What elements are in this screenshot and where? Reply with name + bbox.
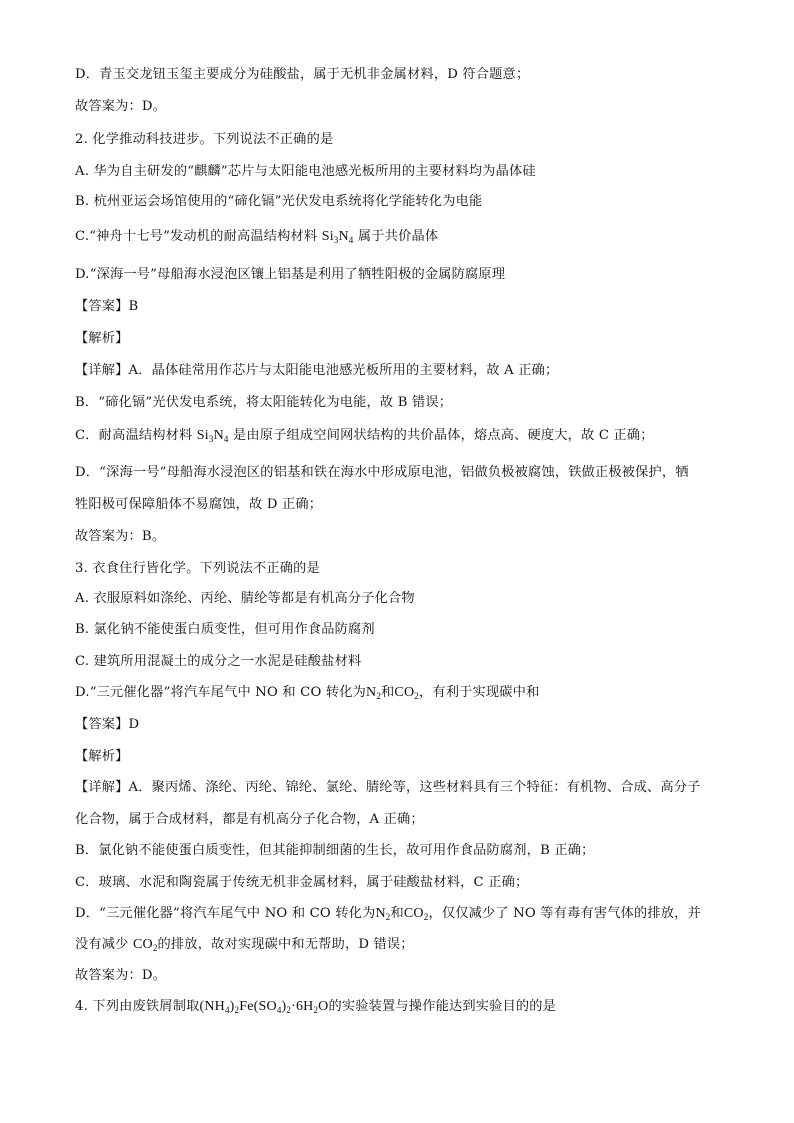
formula-n2: $N_2$: [366, 685, 382, 701]
text-line: 【详解】A．晶体硅常用作芯片与太阳能电池感光板所用的主要材料，故 A 正确；: [75, 363, 559, 378]
formula-si3n4: $Si_3N_4$: [196, 428, 229, 444]
question-2-option-a: A. 华为自主研发的“麒麟”芯片与太阳能电池感光板所用的主要材料均为晶体硅: [75, 164, 536, 179]
question-3-option-a: A. 衣服原料如涤纶、丙纶、腈纶等都是有机高分子化合物: [75, 591, 415, 606]
question-3-option-d: D.“三元催化器”将汽车尾气中 NO 和 CO 转化为$N_2$和$CO_2$，有利于实现碳中和: [75, 685, 540, 701]
formula-co2: $CO_2$: [132, 937, 158, 953]
analysis-label: 【解析】: [75, 331, 129, 346]
text-line: 故答案为：B。: [75, 529, 166, 544]
text-line: 故答案为：D。: [75, 99, 167, 114]
formula-co2: $CO_2$: [394, 685, 419, 701]
answer-label: 【答案】D: [75, 717, 140, 732]
question-4-stem: 4. 下列由废铁屑制取$(NH_4)_2Fe(SO_4)_2\cdot 6H_2O$的实验装置与操作能达到实验目的的是: [75, 999, 557, 1015]
text-line: 牲阳极可保障船体不易腐蚀，故 D 正确；: [75, 497, 323, 512]
question-3-option-c: C. 建筑所用混凝土的成分之一水泥是硅酸盐材料: [75, 654, 362, 669]
formula-co2: $CO_2$: [403, 906, 429, 922]
answer-label: 【答案】B: [75, 299, 139, 314]
text-line: C．玻璃、水泥和陶瓷属于传统无机非金属材料，属于硅酸盐材料，C 正确；: [75, 875, 529, 890]
question-3-stem: 3. 衣食住行皆化学。下列说法不正确的是: [75, 561, 320, 576]
text-line: B．氯化钠不能使蛋白质变性，但其能抑制细菌的生长，故可用作食品防腐剂，B 正确；: [75, 843, 595, 858]
question-2-option-d: D.“深海一号”母船海水浸泡区镶上铝基是利用了牺牲阳极的金属防腐原理: [75, 267, 506, 282]
text-line: C．耐高温结构材料 $Si_3N_4$ 是由原子组成空间网状结构的共价晶体，熔点高、硬度大，故 C 正确；: [75, 428, 654, 444]
question-2-option-c: C.“神舟十七号”发动机的耐高温结构材料 $Si_3N_4$ 属于共价晶体: [75, 229, 439, 245]
text-line: 化合物，属于合成材料，都是有机高分子化合物，A 正确；: [75, 812, 424, 827]
question-3-option-b: B. 氯化钠不能使蛋白质变性，但可用作食品防腐剂: [75, 622, 375, 637]
text-line: 没有减少 $CO_2$的排放，故对实现碳中和无帮助，D 错误；: [75, 937, 414, 953]
formula-n2: $N_2$: [375, 906, 391, 922]
text-line: B．“碲化镉”光伏发电系统，将太阳能转化为电能，故 B 错误；: [75, 395, 453, 410]
text-line: D．“三元催化器”将汽车尾气中 NO 和 CO 转化为$N_2$和$CO_2$，仅仅减少了 NO 等有毒有害气体的排放，并: [75, 906, 701, 922]
text-line: 故答案为：D。: [75, 968, 167, 983]
text-line: D．青玉交龙钮玉玺主要成分为硅酸盐，属于无机非金属材料，D 符合题意；: [75, 67, 530, 82]
formula-si3n4: $Si_3N_4$: [321, 229, 354, 245]
question-2-stem: 2. 化学推动科技进步。下列说法不正确的是: [75, 132, 334, 147]
formula-ammonium-iron-sulfate: $(NH_4)_2Fe(SO_4)_2\cdot 6H_2O$: [199, 999, 329, 1015]
text-line: D．“深海一号”母船海水浸泡区的铝基和铁在海水中形成原电池，铝做负极被腐蚀，铁做正极被保护，牺: [75, 465, 689, 480]
analysis-label: 【解析】: [75, 749, 129, 764]
text-line: 【详解】A．聚丙烯、涤纶、丙纶、锦纶、氯纶、腈纶等，这些材料具有三个特征：有机物、合成、高分子: [75, 780, 701, 795]
question-2-option-b: B. 杭州亚运会场馆使用的“碲化镉”光伏发电系统将化学能转化为电能: [75, 194, 483, 209]
